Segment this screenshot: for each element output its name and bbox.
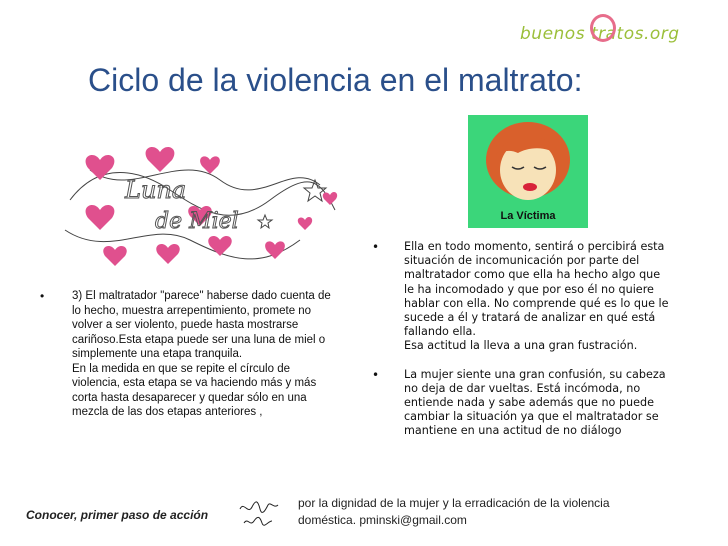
heart-icon bbox=[298, 217, 312, 230]
left-bullet-text-1: 3) El maltratador "parece" haberse dado cuenta de lo hecho, muestra arrepentimiento, promete no volver a ser violento, puede hasta mostrarse cariñoso.Esta etapa puede ser una luna de miel o simplemente una etapa tranquila. bbox=[72, 290, 331, 360]
right-bullet-text-2: La mujer siente una gran confusión, su cabeza no deja de dar vueltas. Está incómoda, no entiende nada y sabe además que no puede cambiar la situación ya que el maltratador se mantiene en una actitud de no diálogo bbox=[404, 367, 666, 438]
right-bullet-text-1: Ella en todo momento, sentirá o percibirá esta situación de incomunicación por parte del maltratador como que ella ha hecho algo que le ha incomodado y que por eso él no quiere hablar con ella. No comprende qué es lo que le sucede a él y tratará de analizar en qué está fallando ella. bbox=[404, 240, 669, 339]
footer-slogan: Conocer, primer paso de acción bbox=[26, 508, 209, 522]
right-bullet-list bbox=[372, 240, 672, 453]
bullet-icon: • bbox=[372, 240, 380, 254]
logo-text: buenos tratos.org bbox=[520, 24, 680, 44]
list-item bbox=[40, 289, 340, 420]
mujeres-libres-signature bbox=[236, 497, 284, 531]
heart-icon bbox=[86, 205, 115, 230]
heart-icon bbox=[156, 244, 179, 264]
bullet-icon: • bbox=[40, 289, 45, 303]
svg-text:de Miel: de Miel bbox=[155, 209, 239, 234]
right-bullet-extra-1: Esa actitud la lleva a una gran fustración. bbox=[404, 339, 638, 353]
svg-text:Luna: Luna bbox=[125, 176, 187, 204]
list-item bbox=[372, 240, 672, 354]
list-item bbox=[372, 368, 672, 439]
footer-info bbox=[298, 495, 718, 529]
heart-icon bbox=[146, 147, 175, 172]
footer-info-line-1: por la dignidad de la mujer y la erradicación de la violencia bbox=[298, 496, 610, 510]
left-bullet-text-2: En la medida en que se repite el círculo de violencia, esta etapa se va haciendo más y más corta hasta desaparecer y quedar sólo en una mezcla de las dos etapas anteriores , bbox=[72, 362, 317, 418]
heart-icon bbox=[86, 155, 115, 180]
la-victima-illustration bbox=[468, 115, 588, 228]
bullet-icon: • bbox=[372, 367, 380, 382]
heart-icon bbox=[103, 246, 126, 266]
heart-icon bbox=[323, 192, 337, 205]
luna-de-miel-illustration bbox=[60, 140, 340, 275]
victima-caption: La Víctima bbox=[500, 210, 556, 222]
slide-title: Ciclo de la violencia en el maltrato: bbox=[88, 62, 583, 98]
buenostratos-logo bbox=[520, 10, 720, 50]
star-icon bbox=[258, 215, 272, 228]
footer-info-line-2: doméstica. pminski@gmail.com bbox=[298, 513, 467, 527]
left-bullet-list bbox=[40, 289, 340, 420]
heart-icon bbox=[208, 236, 231, 256]
logo-circle-icon bbox=[590, 14, 616, 42]
